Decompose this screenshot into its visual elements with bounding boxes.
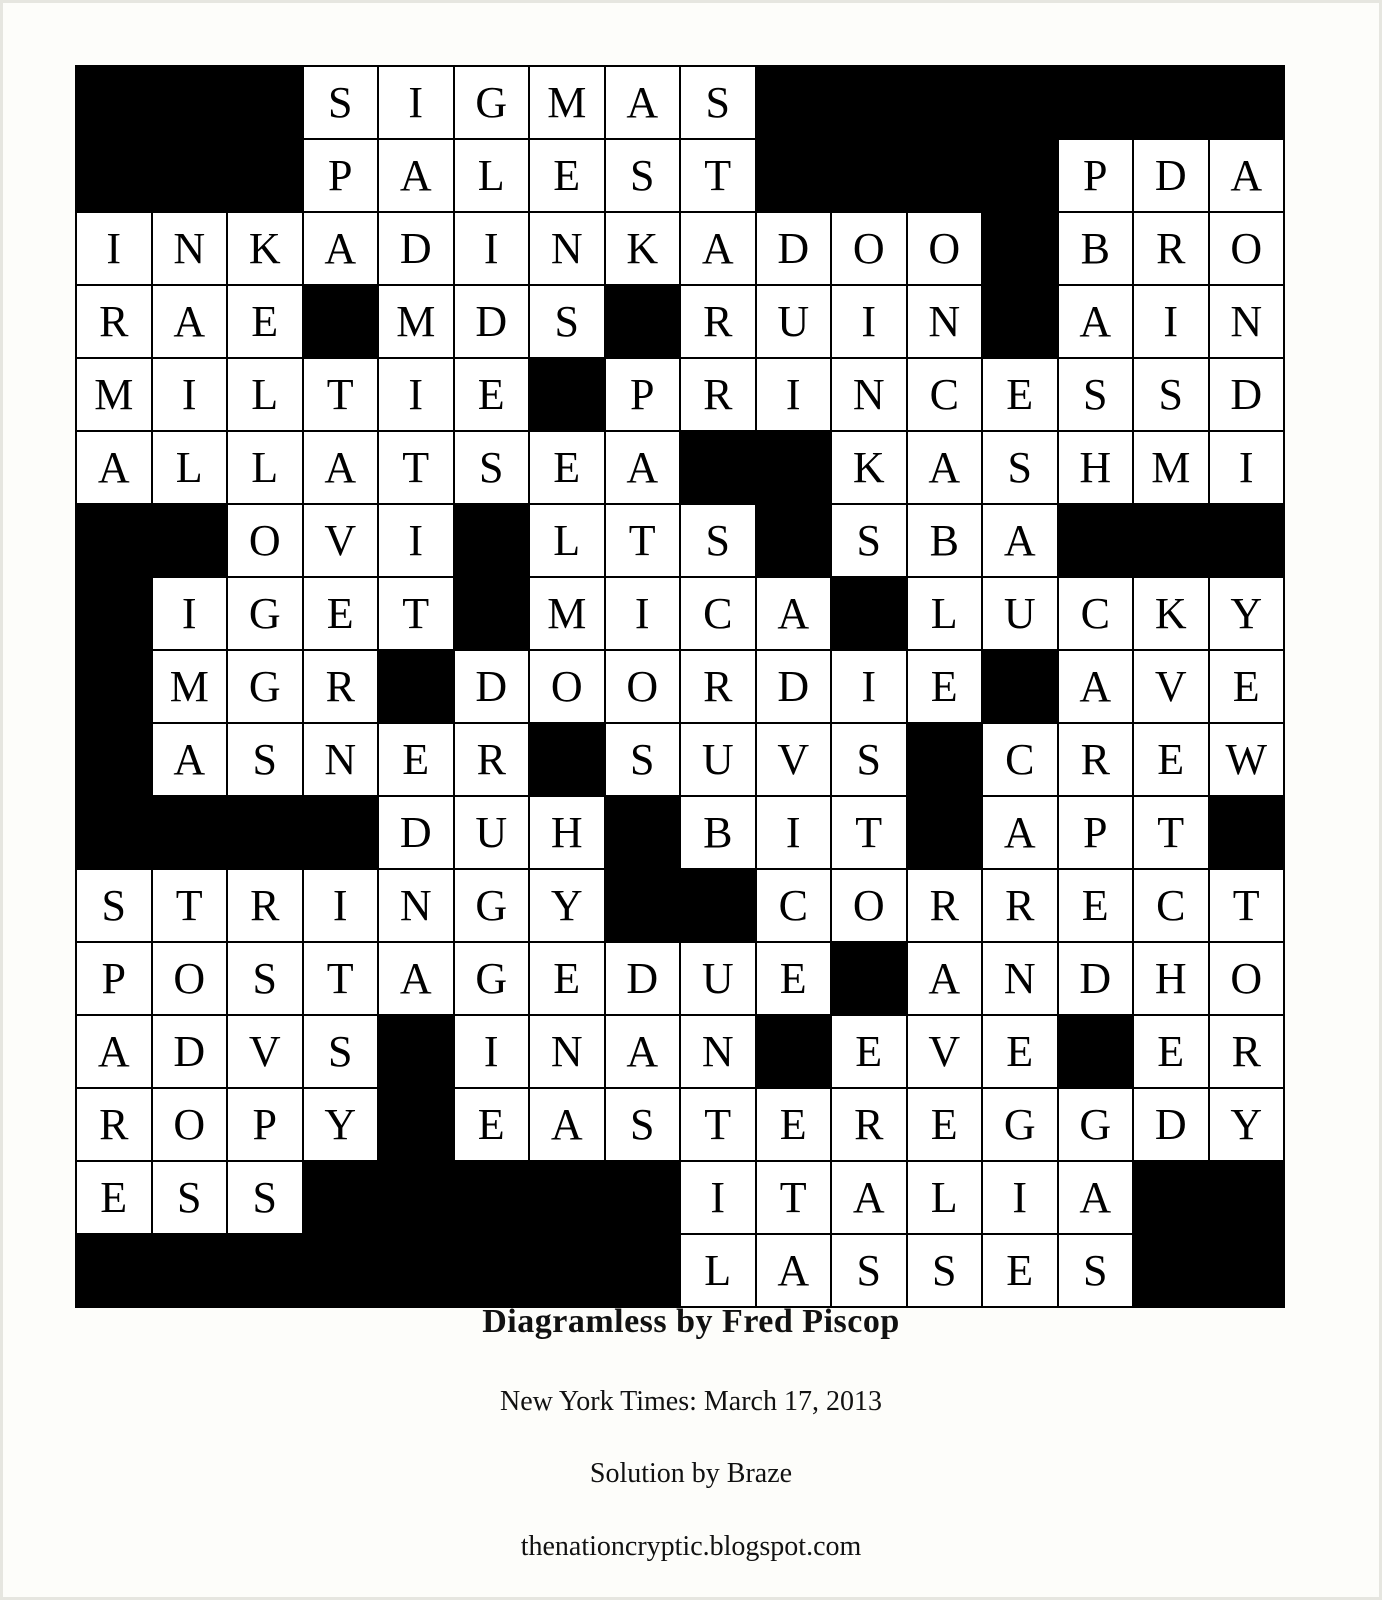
grid-cell-letter[interactable]: T — [756, 1161, 832, 1234]
grid-cell-letter[interactable]: I — [605, 577, 681, 650]
grid-cell-black — [907, 66, 983, 139]
grid-cell-letter[interactable]: L — [227, 358, 303, 431]
grid-cell-letter[interactable]: A — [1058, 285, 1134, 358]
grid-cell-letter[interactable]: N — [982, 942, 1058, 1015]
grid-cell-letter[interactable]: L — [227, 431, 303, 504]
grid-cell-letter[interactable]: T — [680, 1088, 756, 1161]
grid-cell-black — [454, 1234, 530, 1307]
grid-cell-letter[interactable]: L — [152, 431, 228, 504]
grid-cell-letter[interactable]: S — [303, 66, 379, 139]
grid-cell-letter[interactable]: R — [76, 1088, 152, 1161]
grid-cell-letter[interactable]: S — [605, 1088, 681, 1161]
grid-cell-letter[interactable]: E — [378, 723, 454, 796]
grid-cell-letter[interactable]: D — [454, 285, 530, 358]
grid-cell-black — [227, 1234, 303, 1307]
grid-cell-letter[interactable]: D — [1133, 139, 1209, 212]
grid-cell-letter[interactable]: A — [1209, 139, 1285, 212]
grid-cell-letter[interactable]: E — [1209, 650, 1285, 723]
grid-cell-letter[interactable]: C — [756, 869, 832, 942]
grid-cell-black — [454, 504, 530, 577]
grid-cell-letter[interactable]: A — [529, 1088, 605, 1161]
grid-cell-letter[interactable]: M — [1133, 431, 1209, 504]
grid-cell-letter[interactable]: V — [907, 1015, 983, 1088]
grid-cell-letter[interactable]: H — [1058, 431, 1134, 504]
grid-cell-letter[interactable]: R — [454, 723, 530, 796]
grid-cell-letter[interactable]: N — [529, 212, 605, 285]
grid-cell-letter[interactable]: S — [831, 723, 907, 796]
crossword-grid-container — [75, 65, 1285, 1295]
grid-cell-letter[interactable]: I — [378, 66, 454, 139]
grid-cell-letter[interactable]: S — [1058, 358, 1134, 431]
grid-cell-letter[interactable]: E — [907, 1088, 983, 1161]
grid-cell-black — [605, 1234, 681, 1307]
grid-cell-letter[interactable]: I — [454, 212, 530, 285]
puzzle-publication: New York Times: March 17, 2013 — [500, 1386, 882, 1417]
grid-cell-letter[interactable]: A — [756, 577, 832, 650]
grid-cell-black — [907, 723, 983, 796]
grid-cell-letter[interactable]: L — [680, 1234, 756, 1307]
grid-cell-black — [1058, 1015, 1134, 1088]
grid-cell-letter[interactable]: O — [605, 650, 681, 723]
grid-cell-black — [1209, 1161, 1285, 1234]
grid-cell-letter[interactable]: P — [1058, 139, 1134, 212]
grid-row — [76, 723, 1284, 796]
grid-cell-letter[interactable]: E — [454, 358, 530, 431]
grid-cell-letter[interactable]: A — [605, 431, 681, 504]
grid-cell-black — [1133, 1161, 1209, 1234]
grid-cell-letter[interactable]: U — [756, 285, 832, 358]
grid-cell-letter[interactable]: B — [680, 796, 756, 869]
grid-cell-letter[interactable]: U — [454, 796, 530, 869]
grid-cell-black — [756, 139, 832, 212]
grid-cell-letter[interactable]: G — [1058, 1088, 1134, 1161]
grid-cell-black — [76, 796, 152, 869]
grid-cell-black — [605, 796, 681, 869]
grid-cell-letter[interactable]: S — [1058, 1234, 1134, 1307]
grid-cell-black — [756, 66, 832, 139]
grid-cell-black — [152, 139, 228, 212]
grid-row — [76, 358, 1284, 431]
grid-cell-letter[interactable]: T — [152, 869, 228, 942]
grid-cell-black — [378, 1161, 454, 1234]
grid-cell-letter[interactable]: Y — [1209, 1088, 1285, 1161]
grid-cell-letter[interactable]: U — [982, 577, 1058, 650]
grid-row — [76, 796, 1284, 869]
grid-cell-letter[interactable]: E — [982, 1015, 1058, 1088]
grid-cell-letter[interactable]: E — [756, 1088, 832, 1161]
grid-row — [76, 139, 1284, 212]
grid-cell-letter[interactable]: E — [907, 650, 983, 723]
grid-cell-letter[interactable]: L — [907, 577, 983, 650]
grid-cell-letter[interactable]: E — [1133, 723, 1209, 796]
grid-cell-black — [1133, 504, 1209, 577]
grid-row — [76, 650, 1284, 723]
grid-cell-black — [831, 577, 907, 650]
grid-cell-black — [982, 139, 1058, 212]
grid-cell-letter[interactable]: Y — [303, 1088, 379, 1161]
grid-cell-letter[interactable]: A — [605, 1015, 681, 1088]
grid-cell-black — [1058, 66, 1134, 139]
grid-cell-black — [76, 650, 152, 723]
grid-cell-letter[interactable]: I — [680, 1161, 756, 1234]
grid-cell-black — [152, 66, 228, 139]
grid-cell-letter[interactable]: I — [303, 869, 379, 942]
grid-cell-letter[interactable]: V — [303, 504, 379, 577]
grid-cell-letter[interactable]: S — [831, 504, 907, 577]
grid-cell-letter[interactable]: E — [529, 942, 605, 1015]
grid-cell-letter[interactable]: D — [605, 942, 681, 1015]
grid-cell-letter[interactable]: P — [1058, 796, 1134, 869]
grid-cell-letter[interactable]: I — [454, 1015, 530, 1088]
grid-row — [76, 285, 1284, 358]
grid-cell-letter[interactable]: S — [605, 139, 681, 212]
grid-cell-black — [680, 869, 756, 942]
grid-cell-black — [756, 431, 832, 504]
grid-cell-letter[interactable]: G — [227, 650, 303, 723]
grid-cell-black — [152, 1234, 228, 1307]
grid-cell-letter[interactable]: E — [982, 1234, 1058, 1307]
grid-cell-letter[interactable]: E — [1133, 1015, 1209, 1088]
grid-cell-letter[interactable]: I — [1209, 431, 1285, 504]
grid-cell-black — [907, 139, 983, 212]
grid-cell-black — [1209, 66, 1285, 139]
grid-cell-letter[interactable]: K — [227, 212, 303, 285]
grid-cell-letter[interactable]: S — [303, 1015, 379, 1088]
grid-cell-letter[interactable]: D — [152, 1015, 228, 1088]
grid-cell-letter[interactable]: A — [152, 723, 228, 796]
grid-cell-black — [907, 796, 983, 869]
grid-cell-black — [605, 1161, 681, 1234]
grid-cell-letter[interactable]: A — [1058, 650, 1134, 723]
grid-cell-letter[interactable]: L — [529, 504, 605, 577]
grid-cell-letter[interactable]: A — [907, 942, 983, 1015]
grid-cell-letter[interactable]: G — [454, 942, 530, 1015]
grid-cell-black — [76, 139, 152, 212]
grid-cell-letter[interactable]: E — [529, 139, 605, 212]
grid-cell-letter[interactable]: N — [152, 212, 228, 285]
grid-cell-black — [303, 1161, 379, 1234]
grid-cell-letter[interactable]: E — [227, 285, 303, 358]
grid-cell-letter[interactable]: A — [152, 285, 228, 358]
grid-cell-letter[interactable]: R — [982, 869, 1058, 942]
grid-cell-black — [76, 504, 152, 577]
grid-cell-letter[interactable]: Y — [529, 869, 605, 942]
grid-cell-letter[interactable]: N — [378, 869, 454, 942]
grid-cell-letter[interactable]: T — [605, 504, 681, 577]
grid-cell-letter[interactable]: M — [378, 285, 454, 358]
grid-cell-letter[interactable]: A — [378, 942, 454, 1015]
grid-row — [76, 1234, 1284, 1307]
grid-cell-letter[interactable]: G — [227, 577, 303, 650]
grid-cell-letter[interactable]: V — [756, 723, 832, 796]
grid-cell-letter[interactable]: O — [152, 1088, 228, 1161]
grid-cell-letter[interactable]: S — [529, 285, 605, 358]
grid-cell-letter[interactable]: D — [1209, 358, 1285, 431]
grid-row — [76, 66, 1284, 139]
grid-cell-letter[interactable]: K — [605, 212, 681, 285]
puzzle-solution-credit: Solution by Braze — [589, 1458, 793, 1489]
grid-cell-letter[interactable]: V — [227, 1015, 303, 1088]
grid-cell-letter[interactable]: S — [227, 1161, 303, 1234]
grid-cell-letter[interactable]: G — [982, 1088, 1058, 1161]
grid-cell-letter[interactable]: I — [1133, 285, 1209, 358]
grid-cell-letter[interactable]: I — [152, 577, 228, 650]
grid-cell-black — [227, 139, 303, 212]
grid-cell-letter[interactable]: A — [982, 504, 1058, 577]
grid-cell-black — [152, 504, 228, 577]
grid-cell-black — [378, 1234, 454, 1307]
grid-cell-letter[interactable]: S — [1133, 358, 1209, 431]
grid-cell-letter[interactable]: I — [831, 285, 907, 358]
grid-cell-letter[interactable]: D — [454, 650, 530, 723]
grid-cell-letter[interactable]: K — [831, 431, 907, 504]
grid-cell-letter[interactable]: W — [1209, 723, 1285, 796]
grid-cell-letter[interactable]: E — [831, 1015, 907, 1088]
grid-cell-letter[interactable]: S — [454, 431, 530, 504]
grid-cell-letter[interactable]: T — [680, 139, 756, 212]
grid-cell-letter[interactable]: I — [378, 504, 454, 577]
grid-cell-letter[interactable]: A — [756, 1234, 832, 1307]
grid-cell-letter[interactable]: N — [1209, 285, 1285, 358]
grid-cell-letter[interactable]: B — [1058, 212, 1134, 285]
grid-cell-letter[interactable]: E — [529, 431, 605, 504]
grid-row — [76, 577, 1284, 650]
grid-cell-letter[interactable]: O — [1209, 212, 1285, 285]
grid-cell-letter[interactable]: S — [605, 723, 681, 796]
grid-row — [76, 1088, 1284, 1161]
grid-cell-letter[interactable]: C — [1133, 869, 1209, 942]
grid-cell-black — [605, 869, 681, 942]
grid-cell-letter[interactable]: V — [1133, 650, 1209, 723]
grid-cell-black — [1133, 1234, 1209, 1307]
grid-cell-letter[interactable]: S — [680, 66, 756, 139]
grid-cell-black — [227, 796, 303, 869]
grid-cell-black — [152, 796, 228, 869]
grid-cell-letter[interactable]: A — [907, 431, 983, 504]
grid-cell-black — [378, 1015, 454, 1088]
grid-cell-letter[interactable]: L — [907, 1161, 983, 1234]
grid-cell-black — [378, 650, 454, 723]
grid-cell-letter[interactable]: O — [227, 504, 303, 577]
grid-cell-letter[interactable]: N — [907, 285, 983, 358]
grid-cell-letter[interactable]: R — [1133, 212, 1209, 285]
grid-cell-letter[interactable]: O — [529, 650, 605, 723]
grid-cell-letter[interactable]: E — [756, 942, 832, 1015]
puzzle-source-url: thenationcryptic.blogspot.com — [520, 1531, 862, 1562]
grid-cell-black — [605, 285, 681, 358]
grid-cell-black — [1058, 504, 1134, 577]
grid-cell-letter[interactable]: O — [907, 212, 983, 285]
grid-cell-letter[interactable]: S — [680, 504, 756, 577]
grid-cell-letter[interactable]: T — [303, 358, 379, 431]
grid-cell-black — [303, 796, 379, 869]
grid-cell-letter[interactable]: H — [529, 796, 605, 869]
grid-cell-letter[interactable]: A — [831, 1161, 907, 1234]
grid-cell-letter[interactable]: O — [152, 942, 228, 1015]
grid-cell-letter[interactable]: E — [76, 1161, 152, 1234]
grid-cell-letter[interactable]: L — [454, 139, 530, 212]
grid-cell-letter[interactable]: E — [1058, 869, 1134, 942]
grid-cell-letter[interactable]: A — [378, 139, 454, 212]
grid-cell-letter[interactable]: I — [756, 796, 832, 869]
grid-cell-letter[interactable]: A — [605, 66, 681, 139]
grid-cell-black — [76, 66, 152, 139]
grid-row — [76, 869, 1284, 942]
grid-cell-black — [76, 723, 152, 796]
grid-cell-letter[interactable]: K — [1133, 577, 1209, 650]
grid-cell-letter[interactable]: R — [680, 650, 756, 723]
grid-row — [76, 504, 1284, 577]
grid-cell-letter[interactable]: B — [907, 504, 983, 577]
grid-cell-letter[interactable]: S — [76, 869, 152, 942]
grid-cell-letter[interactable]: A — [303, 431, 379, 504]
grid-cell-letter[interactable]: R — [76, 285, 152, 358]
grid-cell-black — [529, 723, 605, 796]
grid-cell-letter[interactable]: S — [831, 1234, 907, 1307]
grid-cell-letter[interactable]: N — [680, 1015, 756, 1088]
grid-cell-black — [831, 139, 907, 212]
grid-cell-letter[interactable]: Y — [1209, 577, 1285, 650]
crossword-grid — [75, 65, 1285, 1308]
grid-cell-letter[interactable]: T — [1209, 869, 1285, 942]
grid-cell-black — [454, 1161, 530, 1234]
grid-cell-letter[interactable]: S — [227, 942, 303, 1015]
grid-cell-letter[interactable]: P — [76, 942, 152, 1015]
grid-cell-letter[interactable]: G — [454, 869, 530, 942]
grid-cell-letter[interactable]: D — [1058, 942, 1134, 1015]
grid-cell-letter[interactable]: A — [1058, 1161, 1134, 1234]
grid-cell-letter[interactable]: S — [227, 723, 303, 796]
grid-cell-letter[interactable]: M — [76, 358, 152, 431]
grid-cell-black — [227, 66, 303, 139]
grid-cell-letter[interactable]: D — [1133, 1088, 1209, 1161]
grid-cell-letter[interactable]: D — [756, 212, 832, 285]
grid-cell-black — [76, 1234, 152, 1307]
grid-cell-black — [76, 577, 152, 650]
grid-cell-letter[interactable]: P — [303, 139, 379, 212]
grid-cell-black — [680, 431, 756, 504]
grid-cell-black — [1209, 796, 1285, 869]
grid-cell-letter[interactable]: A — [303, 212, 379, 285]
grid-cell-letter[interactable]: I — [982, 1161, 1058, 1234]
grid-cell-letter[interactable]: C — [907, 358, 983, 431]
grid-cell-letter[interactable]: C — [982, 723, 1058, 796]
grid-cell-letter[interactable]: O — [1209, 942, 1285, 1015]
grid-cell-black — [529, 358, 605, 431]
grid-cell-letter[interactable]: M — [529, 66, 605, 139]
grid-cell-letter[interactable]: I — [831, 650, 907, 723]
grid-cell-letter[interactable]: R — [680, 358, 756, 431]
grid-cell-letter[interactable]: D — [756, 650, 832, 723]
grid-cell-black — [1209, 1234, 1285, 1307]
grid-cell-black — [303, 1234, 379, 1307]
grid-cell-letter[interactable]: E — [303, 577, 379, 650]
grid-row — [76, 1161, 1284, 1234]
grid-cell-letter[interactable]: A — [680, 212, 756, 285]
grid-cell-letter[interactable]: R — [907, 869, 983, 942]
grid-cell-letter[interactable]: N — [303, 723, 379, 796]
grid-cell-black — [756, 504, 832, 577]
grid-cell-letter[interactable]: R — [831, 1088, 907, 1161]
grid-cell-letter[interactable]: D — [378, 796, 454, 869]
grid-row — [76, 942, 1284, 1015]
grid-cell-black — [454, 577, 530, 650]
grid-cell-letter[interactable]: U — [680, 942, 756, 1015]
grid-cell-letter[interactable]: R — [680, 285, 756, 358]
grid-cell-black — [982, 212, 1058, 285]
grid-cell-letter[interactable]: I — [152, 358, 228, 431]
grid-cell-letter[interactable]: P — [227, 1088, 303, 1161]
grid-cell-letter[interactable]: N — [831, 358, 907, 431]
grid-cell-letter[interactable]: H — [1133, 942, 1209, 1015]
grid-cell-letter[interactable]: T — [378, 577, 454, 650]
grid-cell-letter[interactable]: E — [982, 358, 1058, 431]
grid-cell-black — [1133, 66, 1209, 139]
grid-cell-letter[interactable]: R — [1058, 723, 1134, 796]
grid-cell-black — [982, 650, 1058, 723]
grid-row — [76, 431, 1284, 504]
grid-cell-black — [756, 1015, 832, 1088]
grid-cell-letter[interactable]: R — [227, 869, 303, 942]
grid-cell-letter[interactable]: G — [454, 66, 530, 139]
grid-cell-black — [303, 285, 379, 358]
grid-cell-letter[interactable]: I — [378, 358, 454, 431]
grid-cell-letter[interactable]: A — [76, 431, 152, 504]
grid-cell-letter[interactable]: E — [454, 1088, 530, 1161]
grid-row — [76, 212, 1284, 285]
grid-cell-black — [378, 1088, 454, 1161]
grid-cell-letter[interactable]: C — [680, 577, 756, 650]
grid-cell-black — [831, 942, 907, 1015]
grid-cell-letter[interactable]: O — [831, 869, 907, 942]
grid-cell-letter[interactable]: T — [303, 942, 379, 1015]
grid-cell-letter[interactable]: R — [1209, 1015, 1285, 1088]
grid-cell-letter[interactable]: S — [907, 1234, 983, 1307]
grid-cell-black — [982, 285, 1058, 358]
grid-cell-letter[interactable]: S — [152, 1161, 228, 1234]
grid-cell-black — [831, 66, 907, 139]
grid-cell-letter[interactable]: A — [982, 796, 1058, 869]
grid-cell-black — [982, 66, 1058, 139]
grid-cell-letter[interactable]: I — [756, 358, 832, 431]
grid-cell-black — [529, 1234, 605, 1307]
grid-cell-letter[interactable]: N — [529, 1015, 605, 1088]
grid-cell-black — [529, 1161, 605, 1234]
grid-cell-letter[interactable]: C — [1058, 577, 1134, 650]
grid-cell-letter[interactable]: T — [378, 431, 454, 504]
grid-cell-black — [1209, 504, 1285, 577]
grid-row — [76, 1015, 1284, 1088]
grid-cell-letter[interactable]: A — [76, 1015, 152, 1088]
grid-cell-letter[interactable]: I — [76, 212, 152, 285]
grid-cell-letter[interactable]: O — [831, 212, 907, 285]
grid-cell-letter[interactable]: P — [605, 358, 681, 431]
grid-cell-letter[interactable]: U — [680, 723, 756, 796]
grid-cell-letter[interactable]: T — [1133, 796, 1209, 869]
grid-cell-letter[interactable]: D — [378, 212, 454, 285]
grid-cell-letter[interactable]: T — [831, 796, 907, 869]
puzzle-title: Diagramless by Fred Piscop — [482, 1303, 900, 1340]
grid-cell-letter[interactable]: R — [303, 650, 379, 723]
grid-cell-letter[interactable]: M — [152, 650, 228, 723]
grid-cell-letter[interactable]: M — [529, 577, 605, 650]
grid-cell-letter[interactable]: S — [982, 431, 1058, 504]
